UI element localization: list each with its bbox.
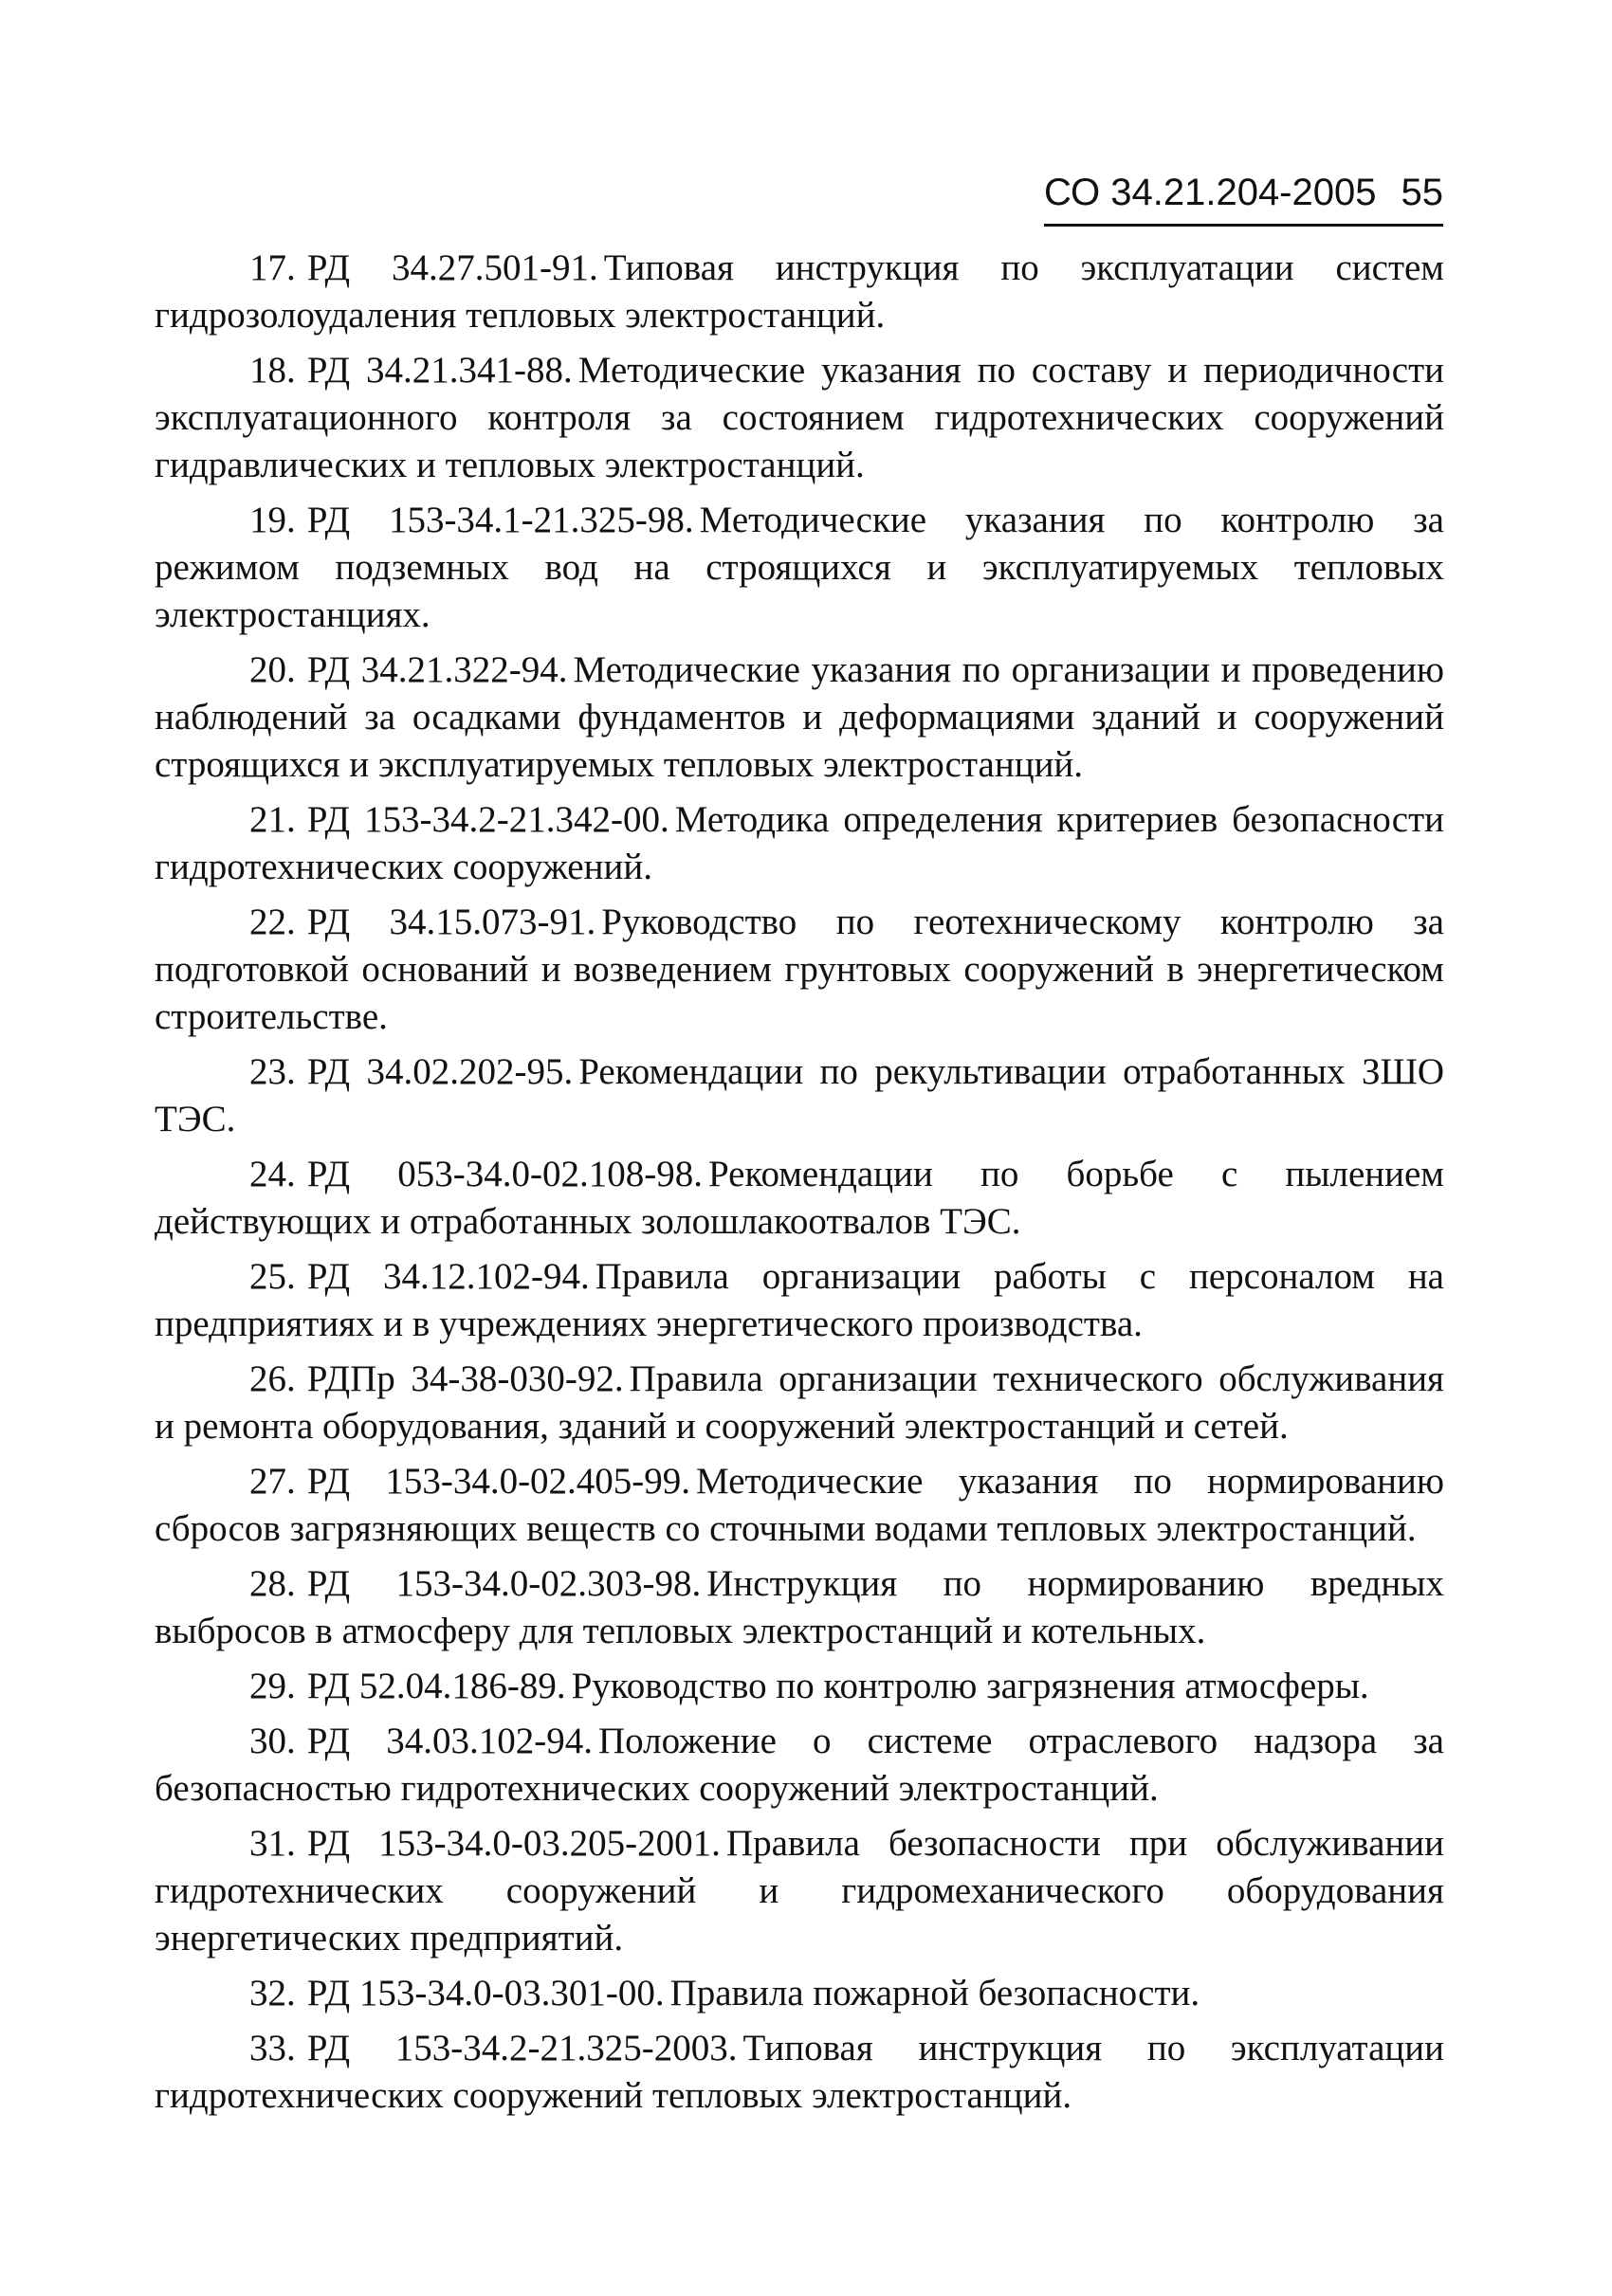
reference-number: 23.	[249, 1051, 296, 1092]
reference-entry	[155, 1560, 1444, 1655]
reference-list	[155, 245, 1444, 2127]
reference-code: РД 34.27.501-91.	[306, 247, 598, 288]
reference-title: Типовая инструкция по эксплуатации гидротехнических сооружений тепловых электростанций.	[155, 2028, 1445, 2116]
reference-entry	[155, 347, 1444, 489]
reference-title: Правила организации технического обслуживания и ремонта оборудования, зданий и сооружений электростанций и сетей.	[155, 1358, 1444, 1447]
reference-number: 27.	[249, 1461, 296, 1502]
reference-number: 24.	[249, 1154, 296, 1194]
reference-title: Инструкция по нормированию вредных выбросов в атмосферу для тепловых электростанций и котельных.	[155, 1563, 1444, 1651]
reference-entry	[155, 1356, 1444, 1450]
reference-title: Правила безопасности при обслуживании гидротехнических сооружений и гидромеханического оборудования энергетических предприятий.	[155, 1823, 1444, 1959]
reference-entry	[155, 1458, 1444, 1553]
document-code: СО 34.21.204-2005	[1044, 172, 1377, 213]
reference-entry	[155, 2025, 1444, 2120]
reference-code: РД 153-34.0-03.301-00.	[306, 1973, 665, 2014]
reference-title: Руководство по геотехническому контролю за подготовкой оснований и возведением грунтовых сооружений в энергетическом строительстве.	[155, 902, 1444, 1037]
reference-entry	[155, 245, 1444, 339]
reference-number: 33.	[249, 2028, 296, 2068]
reference-number: 29.	[249, 1666, 296, 1706]
reference-entry	[155, 1718, 1444, 1813]
reference-title: Типовая инструкция по эксплуатации систем гидрозолоудаления тепловых электростанций.	[155, 247, 1444, 336]
reference-title: Методические указания по нормированию сбросов загрязняющих веществ со сточными водами тепловых электростанций.	[155, 1461, 1444, 1549]
reference-number: 26.	[249, 1358, 296, 1399]
reference-code: РД 52.04.186-89.	[306, 1666, 566, 1706]
reference-code: РД 34.12.102-94.	[306, 1256, 590, 1297]
reference-number: 31.	[249, 1823, 296, 1864]
reference-code: РД 153-34.0-03.205-2001.	[306, 1823, 721, 1864]
reference-title: Рекомендации по борьбе с пылением действующих и отработанных золошлакоотвалов ТЭС.	[155, 1154, 1444, 1242]
reference-title: Правила пожарной безопасности.	[669, 1973, 1200, 2014]
reference-entry	[155, 1253, 1444, 1348]
reference-entry	[155, 1970, 1444, 2017]
reference-code: РД 34.21.341-88.	[306, 350, 573, 391]
reference-number: 20.	[249, 649, 296, 690]
reference-code: РД 153-34.2-21.342-00.	[306, 799, 669, 840]
reference-number: 32.	[249, 1973, 296, 2014]
reference-number: 18.	[249, 350, 296, 391]
page-number: 55	[1401, 172, 1443, 213]
reference-code: РД 34.02.202-95.	[306, 1051, 574, 1092]
reference-code: РДПр 34-38-030-92.	[306, 1358, 624, 1399]
reference-number: 28.	[249, 1563, 296, 1604]
reference-code: РД 053-34.0-02.108-98.	[306, 1154, 703, 1194]
reference-title: Положение о системе отраслевого надзора за безопасностью гидротехнических сооружений электростанций.	[155, 1721, 1444, 1809]
reference-number: 25.	[249, 1256, 296, 1297]
reference-code: РД 153-34.0-02.405-99.	[306, 1461, 691, 1502]
reference-title: Методические указания по составу и периодичности эксплуатационного контроля за состоянием гидротехнических сооружений гидравлических и тепловых электростанций.	[155, 350, 1444, 485]
reference-code: РД 153-34.1-21.325-98.	[306, 500, 694, 540]
reference-title: Методика определения критериев безопасности гидротехнических сооружений.	[155, 799, 1444, 887]
reference-entry	[155, 1820, 1444, 1962]
reference-title: Руководство по контролю загрязнения атмосферы.	[571, 1666, 1369, 1706]
reference-number: 22.	[249, 902, 296, 942]
page-header	[1044, 169, 1443, 227]
reference-number: 17.	[249, 247, 296, 288]
reference-entry	[155, 1663, 1444, 1710]
reference-title: Методические указания по организации и проведению наблюдений за осадками фундаментов и деформациями зданий и сооружений строящихся и эксплуатируемых тепловых электростанций.	[155, 649, 1444, 785]
reference-entry	[155, 647, 1444, 789]
reference-code: РД 153-34.2-21.325-2003.	[306, 2028, 738, 2068]
reference-title: Методические указания по контролю за режимом подземных вод на строящихся и эксплуатируемых тепловых электростанциях.	[155, 500, 1444, 635]
reference-number: 21.	[249, 799, 296, 840]
reference-entry	[155, 1048, 1444, 1143]
reference-code: РД 153-34.0-02.303-98.	[306, 1563, 702, 1604]
reference-number: 30.	[249, 1721, 296, 1761]
reference-code: РД 34.03.102-94.	[306, 1721, 593, 1761]
reference-code: РД 34.21.322-94.	[306, 649, 568, 690]
reference-entry	[155, 796, 1444, 891]
reference-entry	[155, 899, 1444, 1041]
reference-code: РД 34.15.073-91.	[306, 902, 596, 942]
reference-title: Рекомендации по рекультивации отработанных ЗШО ТЭС.	[155, 1051, 1444, 1139]
reference-entry	[155, 497, 1444, 639]
reference-title: Правила организации работы с персоналом на предприятиях и в учреждениях энергетического производства.	[155, 1256, 1444, 1344]
reference-entry	[155, 1151, 1444, 1246]
reference-number: 19.	[249, 500, 296, 540]
